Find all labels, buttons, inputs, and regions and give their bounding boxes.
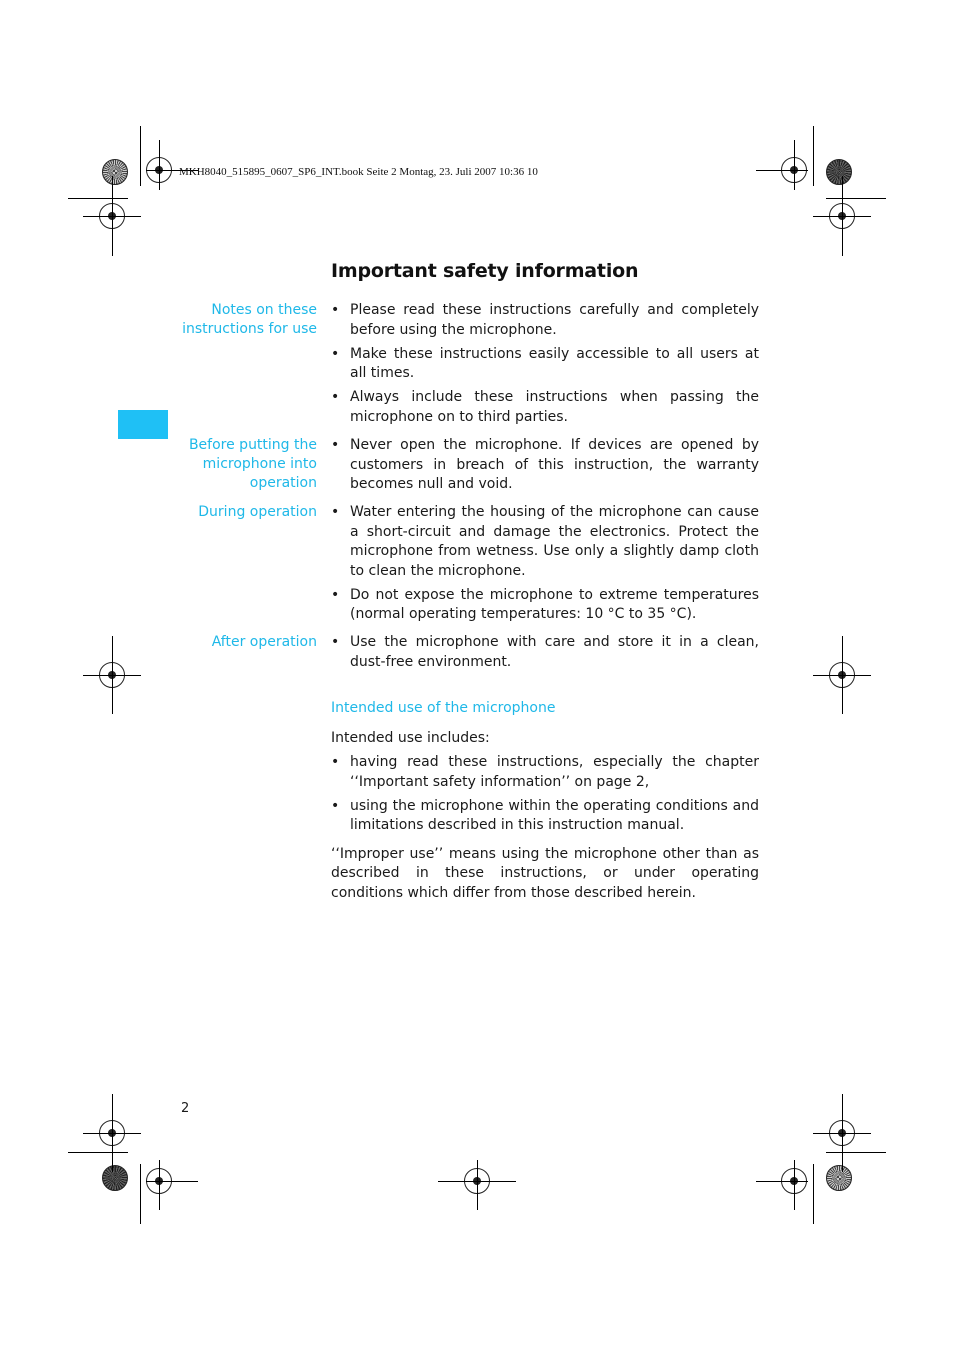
- list-item: • having read these instructions, especially the chapter ‘‘Important safety information’’ on page 2,: [331, 753, 759, 792]
- crop-mark: [813, 126, 814, 186]
- list-item: • Use the microphone with care and store it in a clean, dust-free environment.: [331, 633, 759, 672]
- improper-use-paragraph: ‘‘Improper use’’ means using the microphone other than as described in these instructions, or under operating conditions which differ from those described herein.: [331, 845, 759, 901]
- section-before: [331, 436, 759, 499]
- page-number: 2: [181, 1101, 190, 1116]
- crosshair-line: [112, 176, 113, 256]
- print-file-info: MKH8040_515895_0607_SP6_INT.book Seite 2 Montag, 23. Juli 2007 10:36 10: [179, 166, 538, 178]
- crop-mark: [826, 1152, 886, 1153]
- registration-star-icon: [826, 159, 852, 185]
- crosshair-line: [159, 1160, 160, 1210]
- crosshair-line: [756, 1181, 808, 1182]
- crosshair-line: [842, 1094, 843, 1172]
- registration-star-icon: [102, 159, 128, 185]
- section-label-notes: Notes on these instructions for use: [182, 302, 317, 337]
- crosshair-line: [794, 1160, 795, 1210]
- crop-mark: [140, 1164, 141, 1224]
- list-item: • Do not expose the microphone to extreme temperatures (normal operating temperatures: 10 °C to 35 °C).: [331, 586, 759, 625]
- crosshair-line: [842, 636, 843, 714]
- list-item: • Never open the microphone. If devices are opened by customers in breach of this instruction, the warranty becomes null and void.: [331, 436, 759, 495]
- list-item: • using the microphone within the operating conditions and limitations described in this instruction manual.: [331, 797, 759, 836]
- crosshair-line: [159, 140, 160, 190]
- list-item: • Make these instructions easily accessible to all users at all times.: [331, 345, 759, 384]
- crosshair-line: [146, 1181, 198, 1182]
- list-item: • Always include these instructions when passing the microphone on to third parties.: [331, 388, 759, 427]
- crosshair-line: [112, 1094, 113, 1172]
- crosshair-line: [794, 140, 795, 190]
- chapter-tab-marker: [118, 410, 168, 439]
- crosshair-line: [842, 176, 843, 256]
- intended-use-intro: Intended use includes:: [331, 730, 490, 746]
- crosshair-line: [477, 1160, 478, 1210]
- crop-mark: [826, 198, 886, 199]
- section-notes: [331, 301, 759, 432]
- crosshair-line: [112, 636, 113, 714]
- section-label-before: Before putting the microphone into operation: [188, 437, 317, 491]
- list-item: • Water entering the housing of the microphone can cause a short-circuit and damage the electronics. Protect the microphone from wetness. Use only a slightly damp cloth to clean the microphone.: [331, 503, 759, 581]
- crop-mark: [68, 198, 128, 199]
- crop-mark: [68, 1152, 128, 1153]
- section-during: [331, 503, 759, 629]
- crosshair-line: [756, 170, 808, 171]
- crop-mark: [813, 1164, 814, 1224]
- intended-use-body: [331, 729, 759, 903]
- page-title: Important safety information: [331, 260, 639, 282]
- list-item: • Please read these instructions carefully and completely before using the microphone.: [331, 301, 759, 340]
- crop-mark: [140, 126, 141, 186]
- registration-star-icon: [826, 1165, 852, 1191]
- intended-use-heading: Intended use of the microphone: [331, 700, 556, 716]
- section-label-during: During operation: [198, 504, 317, 520]
- section-after: [331, 633, 759, 677]
- registration-star-icon: [102, 1165, 128, 1191]
- section-label-after: After operation: [211, 634, 317, 650]
